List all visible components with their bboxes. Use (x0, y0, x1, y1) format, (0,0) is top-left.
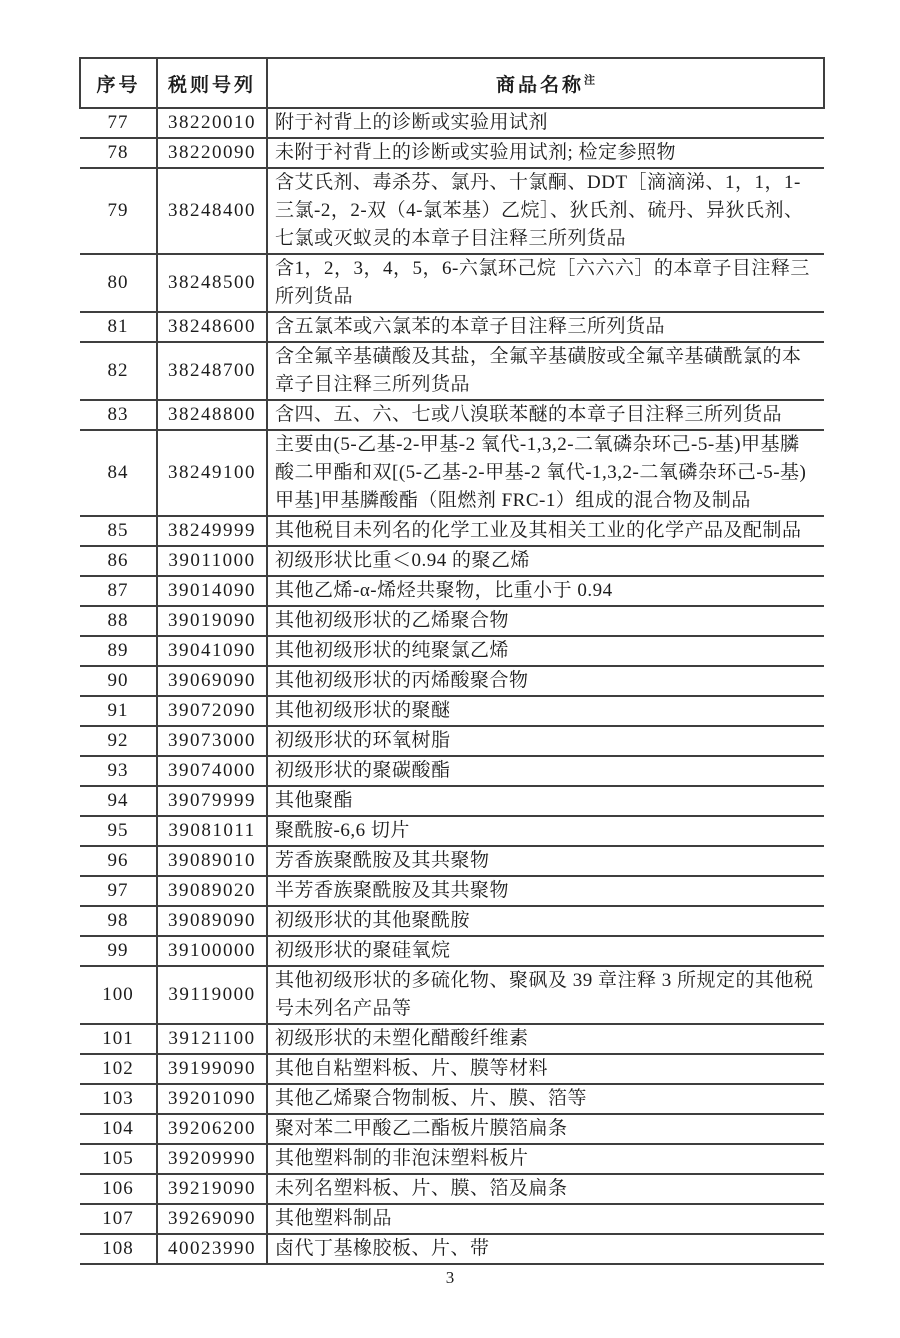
cell-serial: 100 (80, 966, 157, 1024)
cell-serial: 107 (80, 1204, 157, 1234)
table-row (80, 786, 824, 816)
cell-code: 39079999 (157, 786, 267, 816)
cell-code: 39201090 (157, 1084, 267, 1114)
cell-name: 其他塑料制品 (267, 1204, 824, 1234)
cell-serial: 84 (80, 430, 157, 516)
cell-code: 39089090 (157, 906, 267, 936)
cell-code: 39014090 (157, 576, 267, 606)
table-row (80, 254, 824, 312)
table-row (80, 168, 824, 254)
cell-code: 38248800 (157, 400, 267, 430)
table-row (80, 666, 824, 696)
cell-serial: 96 (80, 846, 157, 876)
cell-serial: 99 (80, 936, 157, 966)
cell-serial: 94 (80, 786, 157, 816)
cell-name: 初级形状的聚硅氧烷 (267, 936, 824, 966)
cell-code: 39206200 (157, 1114, 267, 1144)
cell-code: 39041090 (157, 636, 267, 666)
cell-serial: 82 (80, 342, 157, 400)
cell-serial: 102 (80, 1054, 157, 1084)
cell-code: 38248500 (157, 254, 267, 312)
cell-name: 其他乙烯聚合物制板、片、膜、箔等 (267, 1084, 824, 1114)
cell-name: 未列名塑料板、片、膜、箔及扁条 (267, 1174, 824, 1204)
cell-name: 初级形状的环氧树脂 (267, 726, 824, 756)
cell-serial: 90 (80, 666, 157, 696)
cell-serial: 95 (80, 816, 157, 846)
cell-code: 38220090 (157, 138, 267, 168)
cell-serial: 77 (80, 108, 157, 138)
cell-name: 聚酰胺-6,6 切片 (267, 816, 824, 846)
cell-serial: 97 (80, 876, 157, 906)
table-row (80, 546, 824, 576)
cell-serial: 86 (80, 546, 157, 576)
cell-code: 39199090 (157, 1054, 267, 1084)
table-row (80, 1144, 824, 1174)
cell-name: 其他初级形状的乙烯聚合物 (267, 606, 824, 636)
cell-name: 其他初级形状的纯聚氯乙烯 (267, 636, 824, 666)
table-row (80, 516, 824, 546)
cell-code: 39011000 (157, 546, 267, 576)
table-row (80, 966, 824, 1024)
table-row (80, 342, 824, 400)
cell-serial: 98 (80, 906, 157, 936)
cell-code: 39119000 (157, 966, 267, 1024)
cell-name: 初级形状的聚碳酸酯 (267, 756, 824, 786)
table-row (80, 906, 824, 936)
header-name-note: 注 (584, 74, 595, 87)
cell-serial: 89 (80, 636, 157, 666)
cell-serial: 91 (80, 696, 157, 726)
cell-name: 卤代丁基橡胶板、片、带 (267, 1234, 824, 1264)
cell-serial: 93 (80, 756, 157, 786)
cell-name: 附于衬背上的诊断或实验用试剂 (267, 108, 824, 138)
table-row (80, 1024, 824, 1054)
header-code-label: 税则号列 (167, 74, 256, 96)
cell-serial: 106 (80, 1174, 157, 1204)
header-serial-label: 序号 (96, 74, 141, 96)
table-row (80, 400, 824, 430)
cell-name: 主要由(5-乙基-2-甲基-2 氧代-1,3,2-二氧磷杂环己-5-基)甲基膦酸二甲酯和双[(5-乙基-2-甲基-2 氧代-1,3,2-二氧磷杂环己-5-基)甲基]甲基膦酸酯（阻燃剂 FRC-1）组成的混合物及制品 (267, 430, 824, 516)
cell-name: 初级形状比重＜0.94 的聚乙烯 (267, 546, 824, 576)
cell-name: 半芳香族聚酰胺及其共聚物 (267, 876, 824, 906)
table-row (80, 816, 824, 846)
cell-code: 38248700 (157, 342, 267, 400)
cell-code: 38220010 (157, 108, 267, 138)
cell-code: 38249100 (157, 430, 267, 516)
cell-code: 40023990 (157, 1234, 267, 1264)
cell-name: 未附于衬背上的诊断或实验用试剂; 检定参照物 (267, 138, 824, 168)
tariff-table (79, 57, 825, 1265)
cell-code: 39089010 (157, 846, 267, 876)
table-row (80, 846, 824, 876)
page-number: 3 (445, 1268, 455, 1287)
header-serial (80, 58, 157, 108)
table-row (80, 876, 824, 906)
cell-code: 39019090 (157, 606, 267, 636)
cell-serial: 87 (80, 576, 157, 606)
cell-name: 聚对苯二甲酸乙二酯板片膜箔扁条 (267, 1114, 824, 1144)
cell-name: 初级形状的其他聚酰胺 (267, 906, 824, 936)
table-row (80, 312, 824, 342)
cell-serial: 85 (80, 516, 157, 546)
cell-name: 含艾氏剂、毒杀芬、氯丹、十氯酮、DDT［滴滴涕、1，1，1-三氯-2，2-双（4-氯苯基）乙烷］、狄氏剂、硫丹、异狄氏剂、七氯或灭蚁灵的本章子目注释三所列货品 (267, 168, 824, 254)
cell-serial: 103 (80, 1084, 157, 1114)
table-row (80, 138, 824, 168)
table-row (80, 1054, 824, 1084)
table-body (80, 108, 824, 1264)
table-row (80, 1084, 824, 1114)
cell-name: 其他自粘塑料板、片、膜等材料 (267, 1054, 824, 1084)
cell-serial: 81 (80, 312, 157, 342)
cell-serial: 104 (80, 1114, 157, 1144)
cell-name: 其他初级形状的聚醚 (267, 696, 824, 726)
cell-name: 其他初级形状的丙烯酸聚合物 (267, 666, 824, 696)
cell-name: 其他税目未列名的化学工业及其相关工业的化学产品及配制品 (267, 516, 824, 546)
table-row (80, 1174, 824, 1204)
header-name (267, 58, 824, 108)
cell-serial: 92 (80, 726, 157, 756)
cell-code: 39073000 (157, 726, 267, 756)
header-code (157, 58, 267, 108)
cell-code: 39209990 (157, 1144, 267, 1174)
cell-serial: 78 (80, 138, 157, 168)
cell-name: 其他初级形状的多硫化物、聚砜及 39 章注释 3 所规定的其他税号未列名产品等 (267, 966, 824, 1024)
cell-serial: 105 (80, 1144, 157, 1174)
cell-code: 39069090 (157, 666, 267, 696)
cell-name: 含四、五、六、七或八溴联苯醚的本章子目注释三所列货品 (267, 400, 824, 430)
cell-code: 39219090 (157, 1174, 267, 1204)
cell-code: 38248400 (157, 168, 267, 254)
table-row (80, 1114, 824, 1144)
cell-code: 39074000 (157, 756, 267, 786)
cell-name: 其他塑料制的非泡沫塑料板片 (267, 1144, 824, 1174)
cell-name: 芳香族聚酰胺及其共聚物 (267, 846, 824, 876)
cell-name: 初级形状的未塑化醋酸纤维素 (267, 1024, 824, 1054)
header-name-label: 商品名称 (495, 74, 584, 96)
cell-name: 其他聚酯 (267, 786, 824, 816)
table-row (80, 576, 824, 606)
cell-serial: 88 (80, 606, 157, 636)
table-row (80, 1204, 824, 1234)
cell-code: 39121100 (157, 1024, 267, 1054)
cell-name: 含1，2，3，4，5，6-六氯环己烷［六六六］的本章子目注释三所列货品 (267, 254, 824, 312)
table-row (80, 1234, 824, 1264)
cell-code: 39269090 (157, 1204, 267, 1234)
table-row (80, 756, 824, 786)
cell-serial: 108 (80, 1234, 157, 1264)
cell-code: 38248600 (157, 312, 267, 342)
cell-name: 含五氯苯或六氯苯的本章子目注释三所列货品 (267, 312, 824, 342)
cell-code: 39081011 (157, 816, 267, 846)
cell-name: 其他乙烯-α-烯烃共聚物，比重小于 0.94 (267, 576, 824, 606)
cell-serial: 79 (80, 168, 157, 254)
cell-serial: 101 (80, 1024, 157, 1054)
table-row (80, 936, 824, 966)
cell-code: 39089020 (157, 876, 267, 906)
cell-code: 39072090 (157, 696, 267, 726)
table-row (80, 636, 824, 666)
cell-serial: 83 (80, 400, 157, 430)
table-row (80, 696, 824, 726)
table-row (80, 606, 824, 636)
table-row (80, 430, 824, 516)
cell-serial: 80 (80, 254, 157, 312)
table-row (80, 108, 824, 138)
header-row (80, 58, 824, 108)
cell-code: 39100000 (157, 936, 267, 966)
cell-name: 含全氟辛基磺酸及其盐，全氟辛基磺胺或全氟辛基磺酰氯的本章子目注释三所列货品 (267, 342, 824, 400)
cell-code: 38249999 (157, 516, 267, 546)
table-row (80, 726, 824, 756)
